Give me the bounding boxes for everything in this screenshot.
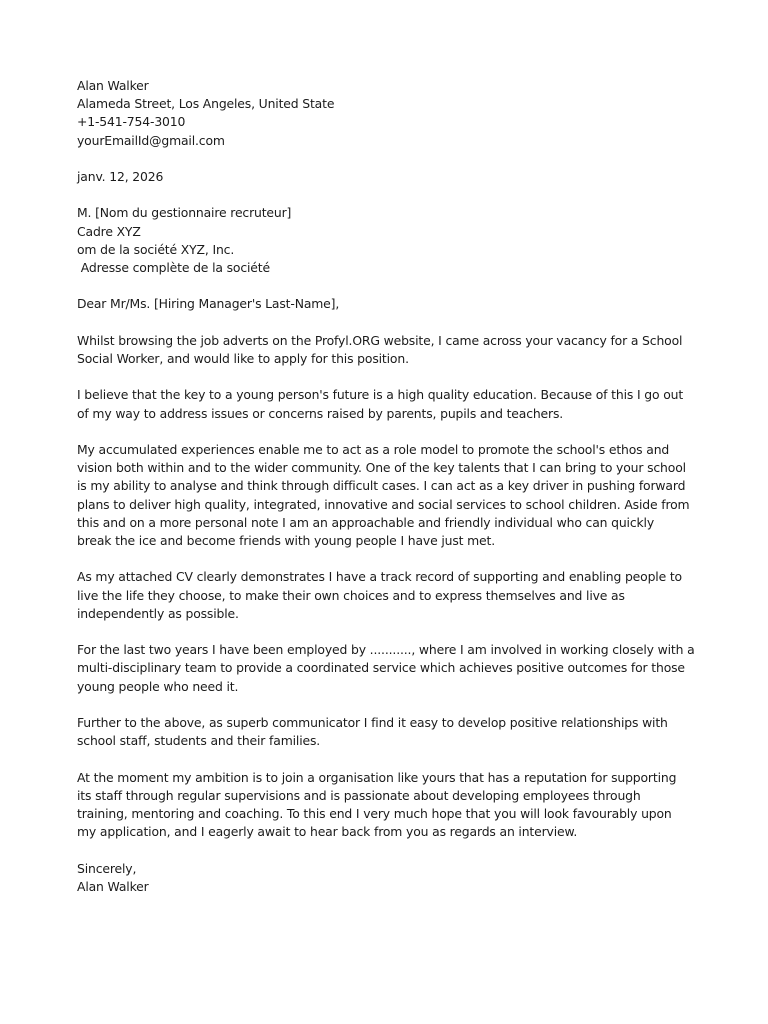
paragraph-line: Social Worker, and would like to apply for this position.: [77, 350, 409, 366]
signature: Alan Walker: [77, 878, 149, 894]
paragraph-line: I believe that the key to a young person's future is a high quality education. Because of this I go out: [77, 387, 684, 403]
recipient-line: M. [Nom du gestionnaire recruteur]: [77, 205, 292, 221]
paragraph-line: school staff, students and their families.: [77, 733, 321, 749]
sender-block: [77, 77, 689, 150]
cover-letter: [77, 77, 695, 896]
paragraph-line: multi-disciplinary team to provide a coordinated service which achieves positive outcomes for those: [77, 660, 685, 676]
paragraph-line: its staff through regular supervisions and is passionate about developing employees through: [77, 787, 641, 803]
letter-date: janv. 12, 2026: [77, 169, 164, 184]
paragraph-line: is my ability to analyse and think through difficult cases. I can act as a key driver in pushing forward: [77, 478, 686, 494]
sender-address: Alameda Street, Los Angeles, United State: [77, 96, 335, 112]
paragraph-line: break the ice and become friends with young people I have just met.: [77, 532, 496, 548]
paragraph-line: vision both within and to the wider community. One of the key talents that I can bring to your school: [77, 460, 686, 476]
closing: Sincerely,: [77, 860, 137, 876]
paragraph-line: independently as possible.: [77, 605, 239, 621]
paragraph-line: young people who need it.: [77, 678, 239, 694]
body-paragraph: [77, 641, 695, 696]
paragraph-line: Further to the above, as superb communicator I find it easy to develop positive relationships with: [77, 714, 668, 730]
salutation: Dear Mr/Ms. [Hiring Manager's Last-Name],: [77, 296, 340, 312]
paragraph-line: training, mentoring and coaching. To this end I very much hope that you will look favourably upon: [77, 805, 672, 821]
paragraph-line: For the last two years I have been employed by ..........., where I am involved in working closely with a: [77, 642, 695, 658]
body-paragraph: [77, 769, 689, 842]
paragraph-line: plans to deliver high quality, integrated, innovative and social services to school children. Aside from: [77, 496, 690, 512]
sender-name: Alan Walker: [77, 78, 149, 93]
paragraph-line: my application, and I eagerly await to hear back from you as regards an interview.: [77, 824, 578, 840]
paragraph-line: of my way to address issues or concerns raised by parents, pupils and teachers.: [77, 405, 564, 421]
paragraph-line: At the moment my ambition is to join a organisation like yours that has a reputation for supporting: [77, 769, 677, 785]
body-paragraph: [77, 386, 689, 422]
recipient-line: Cadre XYZ: [77, 223, 141, 239]
body-paragraph: [77, 568, 689, 623]
paragraph-line: Whilst browsing the job adverts on the Profyl.ORG website, I came across your vacancy for a School: [77, 332, 683, 348]
recipient-block: [77, 204, 689, 277]
recipient-line: Adresse complète de la société: [77, 260, 270, 275]
paragraph-line: this and on a more personal note I am an approachable and friendly individual who can quickly: [77, 514, 655, 530]
body-paragraph: [77, 714, 689, 750]
paragraph-line: live the life they choose, to make their own choices and to express themselves and live as: [77, 587, 625, 603]
paragraph-line: As my attached CV clearly demonstrates I have a track record of supporting and enabling people to: [77, 569, 682, 585]
body-paragraph: [77, 332, 689, 368]
body-paragraph: [77, 441, 689, 550]
sender-email: yourEmailId@gmail.com: [77, 132, 225, 148]
recipient-line: om de la société XYZ, Inc.: [77, 241, 235, 257]
paragraph-line: My accumulated experiences enable me to act as a role model to promote the school's ethos and: [77, 441, 670, 457]
sender-phone: +1-541-754-3010: [77, 114, 186, 130]
letter-body: [77, 332, 695, 860]
